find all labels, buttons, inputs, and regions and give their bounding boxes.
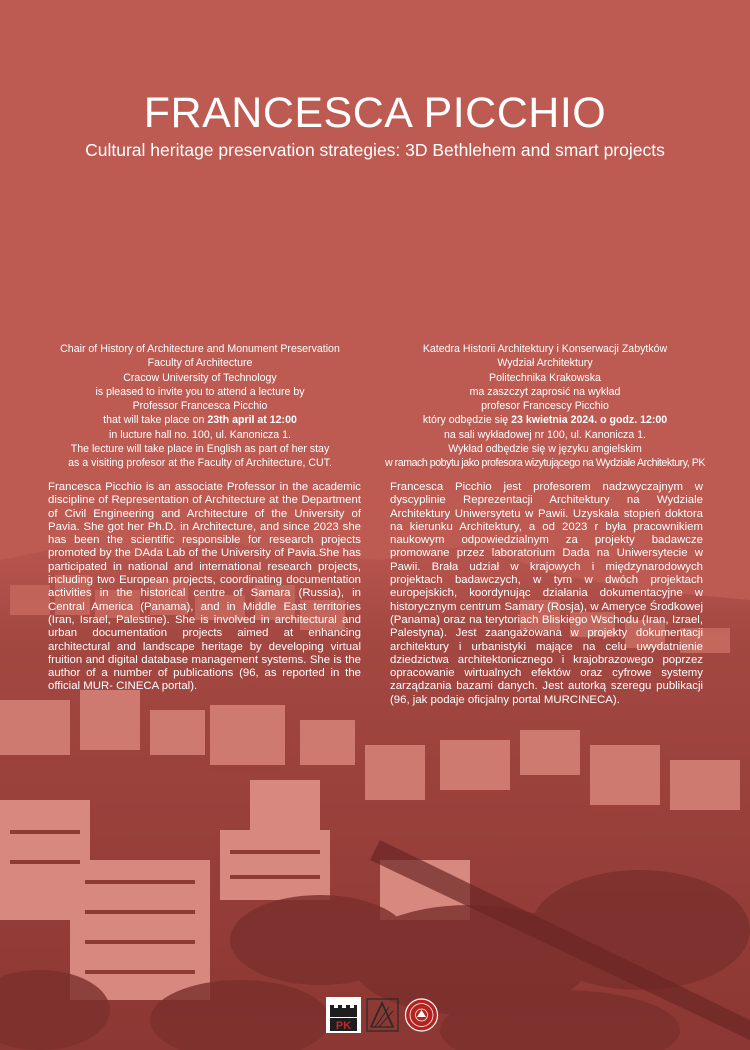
lecture-date: 23th april at 12:00 <box>207 414 297 427</box>
invite-line: Cracow University of Technology <box>123 371 277 384</box>
lecture-date: 23 kwietnia 2024. o godz. 12:00 <box>511 414 668 427</box>
pk-castle-logo-icon <box>326 997 361 1033</box>
invite-line: The lecture will take place in English as part of her stay <box>70 443 330 456</box>
invite-line: profesor Francescy Picchio <box>481 400 609 413</box>
invite-line: as a visiting profesor at the Faculty of Architecture, CUT. <box>68 457 332 470</box>
invite-line: Wykład odbędzie się w języku angielskim <box>448 443 642 456</box>
invitation-polish <box>370 342 720 471</box>
logo-strip <box>326 996 439 1034</box>
speaker-name: FRANCESCA PICCHIO <box>143 89 607 137</box>
invitation-english <box>30 342 370 471</box>
invite-date-line <box>30 413 370 427</box>
invite-line: Politechnika Krakowska <box>489 371 601 384</box>
invite-date-prefix: that will take place on <box>103 414 205 427</box>
lecture-subtitle: Cultural heritage preservation strategies: 3D Bethlehem and smart projects <box>85 140 665 160</box>
svg-text:PK: PK <box>335 1020 352 1032</box>
biography-polish: Francesca Picchio jest profesorem nadzwyczajnym w dyscyplinie Reprezentacji Architektury na Wydziale Architektury Uniwersytetu w Pawii. Uzyskała stopień doktora na kierunku Architektury, a od 2023 r była pracownikiem naukowym odpowiedzialnym za projekty badawcze promowane przez laboratorium Dada na Uniwersytecie w Pawii. Brała udział w krajowych i międzynarodowych projektach badawczych, w tym w dwóch projektach europejskich, koordynując działania dokumentacyjne w historycznym centrum Samary (Rosja), w Ameryce Środkowej (Panama) oraz na terytoriach Bliskiego Wschodu (Iran, Izrael, Palestyna). Jest zaangażowana w projekty dokumentacji architektury i urbanistyki mające na celu uwydatnienie dziedzictwa architektonicznego i krajobrazowego poprzez opracowanie wirtualnych efektów oraz cyfrowe systemy zarządzania bazami danych. Jest autorką szeregu publikacji (96, jak podaje oficjalny portal MURCINECA). <box>390 481 703 706</box>
invite-line: Faculty of Architecture <box>147 357 253 370</box>
faculty-architecture-logo-icon <box>365 997 400 1033</box>
invite-line: ma zaszczyt zaprosić na wykład <box>469 385 621 398</box>
invite-line: Professor Francesca Picchio <box>132 400 268 413</box>
biography-english: Francesca Picchio is an associate Professor in the academic discipline of Representation of Architecture at the Department of Civil Engineering and Architecture of the University of Pavia. She got her Ph.D. in Architecture, and since 2023 she has been the scientific responsible for research projects promoted by the DAda Lab of the University of Pavia.She has participated in national and international research projects, including two European projects, coordinating documentation activities in the historical centre of Samara (Russia), in Central America (Panama), and in Middle East territories (Iran, Israel, Palestine). She is involved in architectural and urban documentation projects aimed at enhancing architectural and landscape heritage by developing virtual fruition and digital database management systems. She is the author of a number of publications (96, as reported in the official MUR- CINECA portal). <box>48 481 361 693</box>
university-seal-icon <box>404 997 439 1033</box>
invite-date-prefix: który odbędzie się <box>422 414 509 427</box>
invite-line: Katedra Historii Architektury i Konserwacji Zabytków <box>422 343 668 355</box>
invite-line: Wydział Architektury <box>497 357 593 370</box>
invite-line: w ramach pobytu jako profesora wizytującego na Wydziale Architektury, PK <box>384 457 705 470</box>
invite-line: Chair of History of Architecture and Monument Preservation <box>60 343 340 355</box>
invite-date-line <box>370 413 720 427</box>
invite-line: in lucture hall no. 100, ul. Kanonicza 1. <box>109 428 291 441</box>
invite-line: na sali wykładowej nr 100, ul. Kanonicza 1. <box>444 428 646 441</box>
invite-line: is pleased to invite you to attend a lecture by <box>95 385 305 398</box>
